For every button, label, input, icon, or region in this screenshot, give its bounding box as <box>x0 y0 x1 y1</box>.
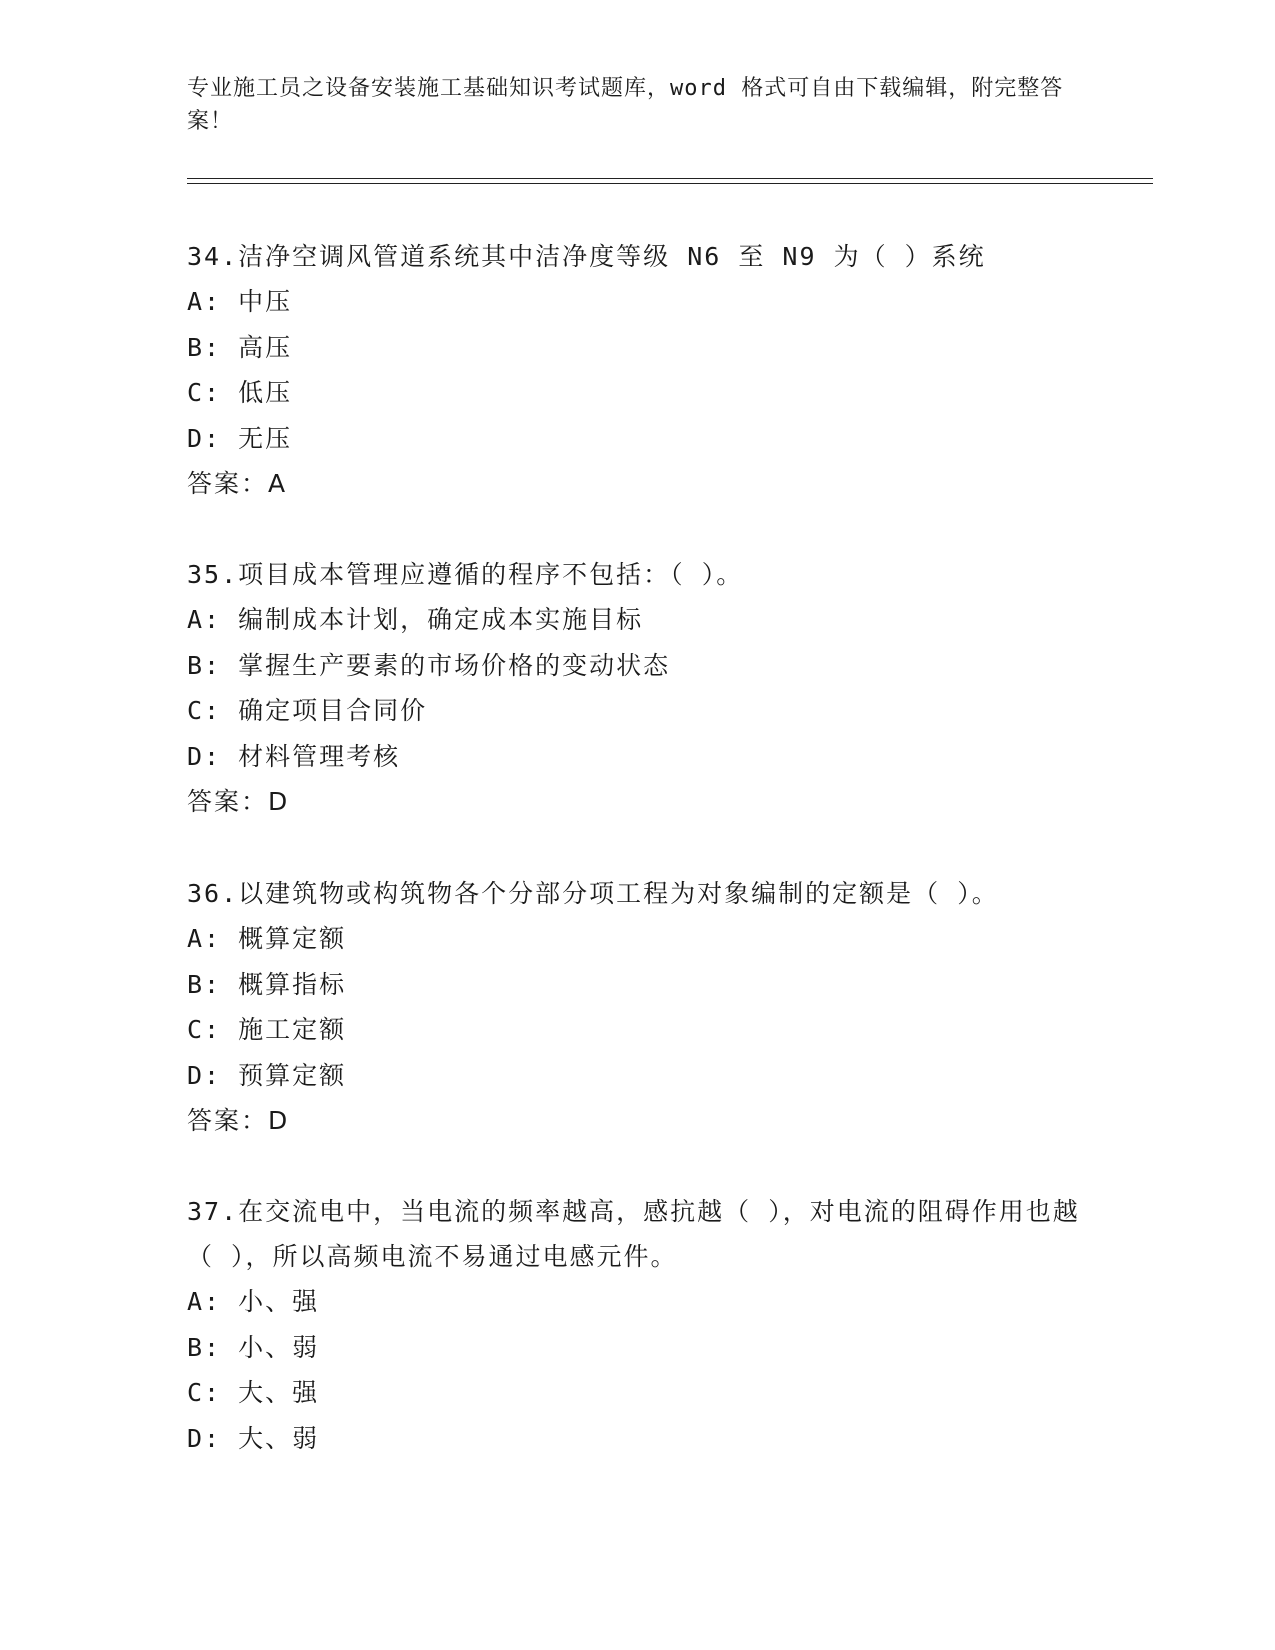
question-36 <box>187 871 1087 1143</box>
answer-line: 答案：D <box>187 1106 290 1135</box>
question-37 <box>187 1189 1087 1461</box>
option-b: B: 高压 <box>187 332 293 362</box>
answer-line: 答案：A <box>187 469 288 498</box>
option-a: A: 编制成本计划，确定成本实施目标 <box>187 605 644 634</box>
document-header <box>187 72 1067 138</box>
option-a: A: 小、强 <box>187 1287 320 1316</box>
question-stem: 36.以建筑物或构筑物各个分部分项工程为对象编制的定额是（ ）。 <box>187 879 999 908</box>
option-b: B: 小、弱 <box>187 1332 320 1362</box>
answer-line: 答案：D <box>187 787 290 816</box>
question-34 <box>187 234 1087 506</box>
option-c: C: 大、强 <box>187 1378 320 1407</box>
option-d: D: 大、弱 <box>187 1423 320 1453</box>
header-text: 专业施工员之设备安装施工基础知识考试题库，word 格式可自由下载编辑，附完整答案！ <box>187 76 1064 134</box>
question-stem: 34.洁净空调风管道系统其中洁净度等级 N6 至 N9 为（ ）系统 <box>187 242 986 271</box>
header-divider-top <box>187 178 1153 179</box>
option-a: A: 概算定额 <box>187 924 347 953</box>
question-35 <box>187 552 1087 824</box>
option-b: B: 掌握生产要素的市场价格的变动状态 <box>187 650 671 680</box>
option-b: B: 概算指标 <box>187 969 347 999</box>
option-a: A: 中压 <box>187 287 293 316</box>
option-d: D: 材料管理考核 <box>187 741 401 771</box>
header-divider-bottom <box>187 183 1153 184</box>
question-stem: 37.在交流电中，当电流的频率越高，感抗越（ ），对电流的阻碍作用也越（ ），所以高频电流不易通过电感元件。 <box>187 1197 1080 1271</box>
option-d: D: 无压 <box>187 423 293 453</box>
question-stem: 35.项目成本管理应遵循的程序不包括：（ ）。 <box>187 560 744 589</box>
option-c: C: 低压 <box>187 378 293 407</box>
option-d: D: 预算定额 <box>187 1060 347 1090</box>
option-c: C: 确定项目合同价 <box>187 696 428 725</box>
option-c: C: 施工定额 <box>187 1015 347 1044</box>
